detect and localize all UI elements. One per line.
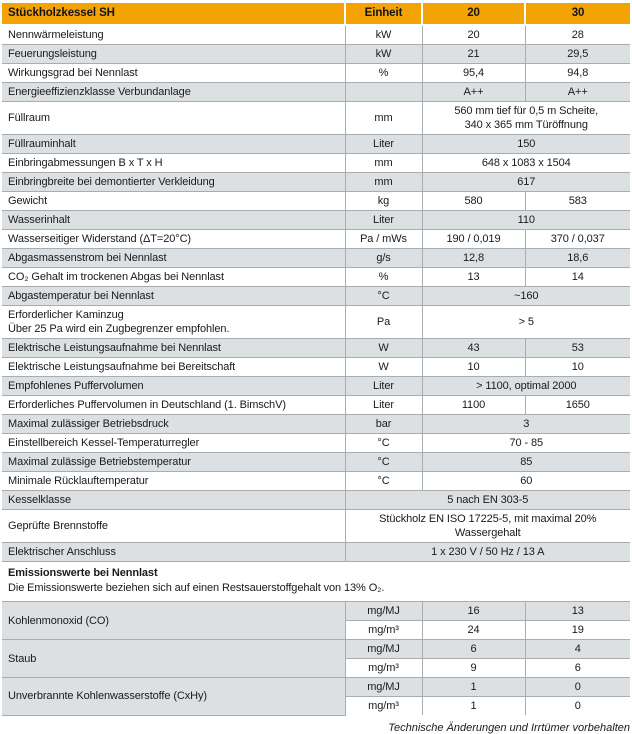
value-cell-model-20: 580 [422,192,525,211]
row-label-line-2: Über 25 Pa wird ein Zugbegrenzer empfohlen. [8,323,230,335]
value-cell-model-20: 1 [422,678,525,697]
value-cell-model-30: 53 [525,339,630,358]
unit-cell: Pa / mWs [345,230,422,249]
emissions-section-header [2,562,630,602]
unit-cell: mm [345,173,422,192]
unit-cell: % [345,268,422,287]
unit-cell: °C [345,472,422,491]
value-cell-model-20: 1 [422,697,525,716]
row-label: Elektrischer Anschluss [2,543,345,562]
model-20-column-header: 20 [422,3,525,25]
unit-cell: bar [345,415,422,434]
emissions-note: Die Emissionswerte beziehen sich auf einen Restsauerstoffgehalt von 13% O₂. [8,582,385,594]
table-row [2,135,630,154]
row-label: Füllrauminhalt [2,135,345,154]
value-cell-model-20: 13 [422,268,525,287]
value-cell-merged: > 1100, optimal 2000 [422,377,630,396]
row-label: Einbringabmessungen B x T x H [2,154,345,173]
unit-cell: mg/m³ [345,659,422,678]
unit-cell: mm [345,102,422,135]
unit-cell: W [345,339,422,358]
row-label: Staub [2,640,345,678]
unit-cell: Liter [345,135,422,154]
row-label: Abgastemperatur bei Nennlast [2,287,345,306]
footer-note: Technische Änderungen und Irrtümer vorbehalten [388,721,630,734]
row-label: Geprüfte Brennstoffe [2,510,345,543]
product-column-header: Stückholzkessel SH [2,3,345,25]
row-label: Nennwärmeleistung [2,25,345,45]
table-row [2,83,630,102]
value-cell-full-merged: 5 nach EN 303-5 [345,491,630,510]
value-cell-model-30: 10 [525,358,630,377]
unit-cell: Liter [345,377,422,396]
value-cell-merged: 150 [422,135,630,154]
unit-cell: kW [345,25,422,45]
value-cell-model-30: 18,6 [525,249,630,268]
unit-cell [345,83,422,102]
value-cell-model-20: 6 [422,640,525,659]
value-cell-model-30: A++ [525,83,630,102]
table-row [2,154,630,173]
value-cell-model-20: 95,4 [422,64,525,83]
row-label: Unverbrannte Kohlenwasserstoffe (CxHy) [2,678,345,716]
emissions-body [2,562,630,716]
value-cell-model-20: 16 [422,602,525,621]
value-cell-model-30: 0 [525,678,630,697]
value-cell-merged: > 5 [422,306,630,339]
emissions-title: Emissionswerte bei Nennlast [8,567,158,579]
value-cell-model-30: 1650 [525,396,630,415]
value-cell-model-30: 4 [525,640,630,659]
value-cell-model-20: 43 [422,339,525,358]
value-cell-model-20: 21 [422,45,525,64]
header-row [2,3,630,25]
value-cell-merged: 60 [422,472,630,491]
value-cell-model-30: 14 [525,268,630,287]
value-cell-model-20: A++ [422,83,525,102]
row-label-line-1: Erforderlicher Kaminzug [8,309,124,321]
value-cell-model-20: 24 [422,621,525,640]
row-label: Elektrische Leistungsaufnahme bei Bereitschaft [2,358,345,377]
value-cell-model-30: 28 [525,25,630,45]
row-label: Erforderliches Puffervolumen in Deutschland (1. BimschV) [2,396,345,415]
row-label: Empfohlenes Puffervolumen [2,377,345,396]
unit-cell: mg/MJ [345,602,422,621]
row-label: Kohlenmonoxid (CO) [2,602,345,640]
unit-cell: °C [345,287,422,306]
table-row [2,64,630,83]
value-line-2: 340 x 365 mm Türöffnung [464,119,588,131]
value-cell-model-30: 13 [525,602,630,621]
table-row [2,434,630,453]
table-row [2,173,630,192]
table-row [2,287,630,306]
table-row [2,249,630,268]
value-cell-merged: 110 [422,211,630,230]
unit-cell: kg [345,192,422,211]
row-label: Gewicht [2,192,345,211]
emissions-section-cell [2,562,630,602]
model-30-column-header: 30 [525,3,630,25]
table-row [2,602,630,621]
value-cell-model-20: 20 [422,25,525,45]
value-cell-model-30: 583 [525,192,630,211]
table-row [2,306,630,339]
row-label: Einbringbreite bei demontierter Verkleidung [2,173,345,192]
unit-cell: mg/m³ [345,697,422,716]
row-label: Elektrische Leistungsaufnahme bei Nennlast [2,339,345,358]
unit-cell: °C [345,434,422,453]
table-row [2,678,630,697]
unit-cell: Liter [345,211,422,230]
value-cell-full-merged: 1 x 230 V / 50 Hz / 13 A [345,543,630,562]
value-line-1: 560 mm tief für 0,5 m Scheite, [454,105,599,117]
unit-cell: mg/m³ [345,621,422,640]
value-cell-model-30: 0 [525,697,630,716]
row-label: Abgasmassenstrom bei Nennlast [2,249,345,268]
row-label: Maximal zulässige Betriebstemperatur [2,453,345,472]
row-label: Wasserinhalt [2,211,345,230]
value-line-2: Wassergehalt [454,527,521,539]
value-cell-merged: ~160 [422,287,630,306]
table-row [2,491,630,510]
value-cell-model-20: 10 [422,358,525,377]
row-label: CO₂ Gehalt im trockenen Abgas bei Nennlast [2,268,345,287]
row-label: Füllraum [2,102,345,135]
row-label: Maximal zulässiger Betriebsdruck [2,415,345,434]
row-label: Energieeffizienzklasse Verbundanlage [2,83,345,102]
table-row [2,396,630,415]
row-label: Wirkungsgrad bei Nennlast [2,64,345,83]
table-row [2,358,630,377]
table-row [2,45,630,64]
unit-cell: Liter [345,396,422,415]
value-cell-model-30: 370 / 0,037 [525,230,630,249]
table-row [2,25,630,45]
unit-cell: °C [345,453,422,472]
unit-cell: mg/MJ [345,640,422,659]
unit-cell: Pa [345,306,422,339]
table-row [2,377,630,396]
value-line-1: Stückholz EN ISO 17225-5, mit maximal 20% [379,513,597,525]
value-cell-merged: 648 x 1083 x 1504 [422,154,630,173]
table-row [2,453,630,472]
value-cell-model-30: 19 [525,621,630,640]
row-label [2,306,345,339]
table-row [2,472,630,491]
table-row [2,230,630,249]
value-cell-merged: 617 [422,173,630,192]
value-cell-merged: 3 [422,415,630,434]
unit-cell: mg/MJ [345,678,422,697]
row-label: Wasserseitiger Widerstand (ΔT=20°C) [2,230,345,249]
row-label: Kesselklasse [2,491,345,510]
value-cell-model-30: 6 [525,659,630,678]
unit-cell: g/s [345,249,422,268]
value-cell-merged: 85 [422,453,630,472]
spec-table [2,3,630,716]
unit-cell: kW [345,45,422,64]
unit-cell: % [345,64,422,83]
table-row [2,211,630,230]
unit-column-header: Einheit [345,3,422,25]
value-cell-model-20: 190 / 0,019 [422,230,525,249]
value-cell-model-20: 12,8 [422,249,525,268]
value-cell-merged: 70 - 85 [422,434,630,453]
value-cell-model-30: 94,8 [525,64,630,83]
table-row [2,415,630,434]
row-label: Feuerungsleistung [2,45,345,64]
unit-cell: W [345,358,422,377]
table-row [2,339,630,358]
value-cell-merged [422,102,630,135]
table-row [2,102,630,135]
row-label: Minimale Rücklauftemperatur [2,472,345,491]
table-row [2,510,630,543]
table-row [2,268,630,287]
table-row [2,192,630,211]
row-label: Einstellbereich Kessel-Temperaturregler [2,434,345,453]
value-cell-model-30: 29,5 [525,45,630,64]
value-cell-full-merged [345,510,630,543]
unit-cell: mm [345,154,422,173]
table-row [2,543,630,562]
value-cell-model-20: 1100 [422,396,525,415]
table-row [2,640,630,659]
value-cell-model-20: 9 [422,659,525,678]
